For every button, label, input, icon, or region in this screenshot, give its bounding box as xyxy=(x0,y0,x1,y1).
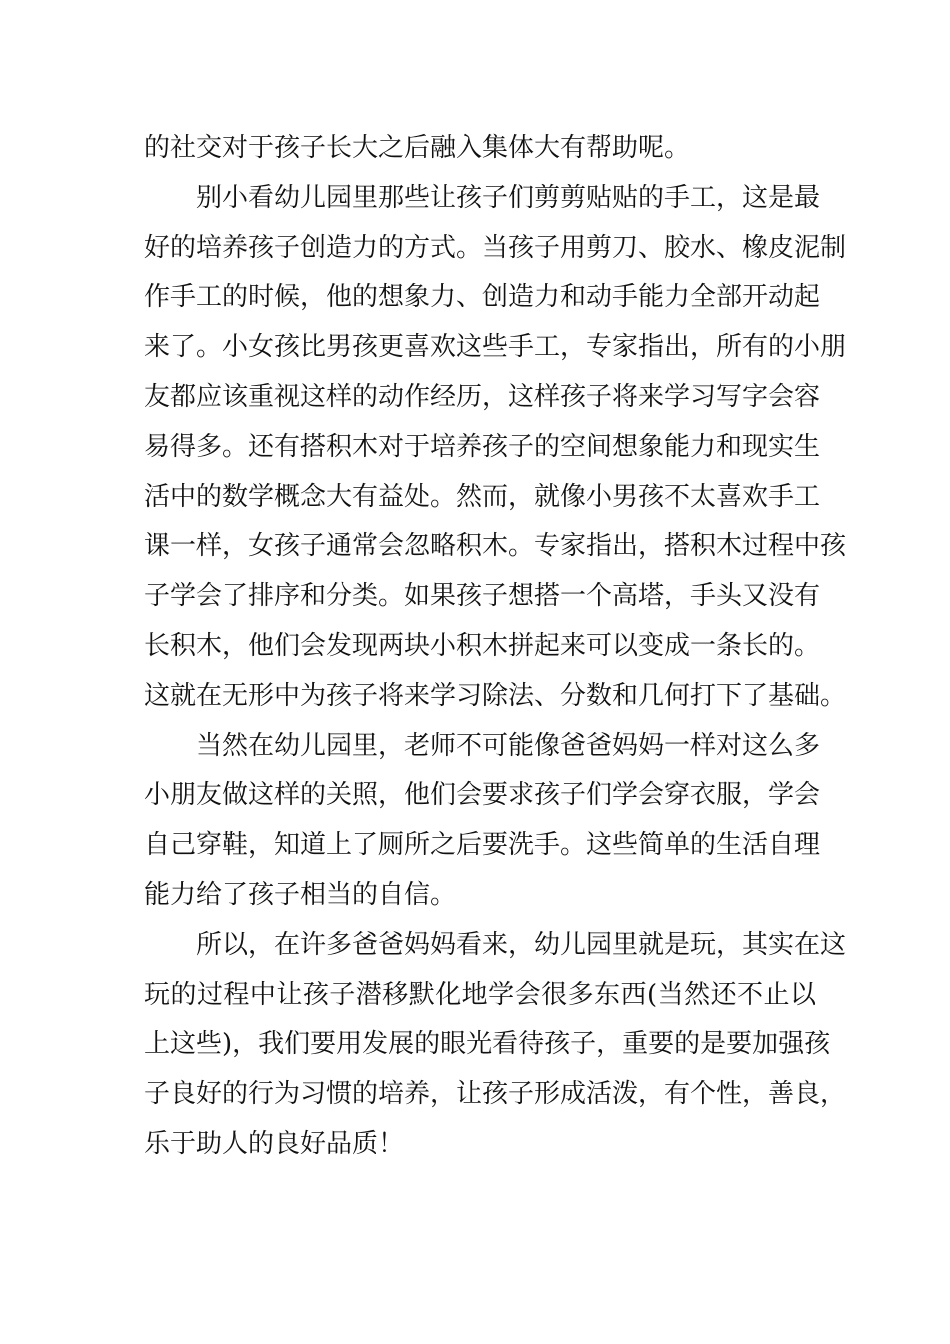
paragraph-line: 子良好的行为习惯的培养，让孩子形成活泼，有个性，善良， xyxy=(144,1079,847,1110)
paragraph-line: 别小看幼儿园里那些让孩子们剪剪贴贴的手工，这是最 xyxy=(196,182,821,213)
paragraph-line: 能力给了孩子相当的自信。 xyxy=(144,879,457,910)
paragraph-line: 来了。小女孩比男孩更喜欢这些手工，专家指出，所有的小朋 xyxy=(144,332,847,363)
paragraph-line: 活中的数学概念大有益处。然而，就像小男孩不太喜欢手工 xyxy=(144,481,821,512)
paragraph-line: 作手工的时候，他的想象力、创造力和动手能力全部开动起 xyxy=(144,282,821,313)
paragraph-line: 的社交对于孩子长大之后融入集体大有帮助呢。 xyxy=(144,133,691,163)
paragraph-line: 上这些)，我们要用发展的眼光看待孩子，重要的是要加强孩 xyxy=(144,1029,831,1060)
paragraph-line: 所以，在许多爸爸妈妈看来，幼儿园里就是玩，其实在这 xyxy=(196,929,847,960)
paragraph-line: 友都应该重视这样的动作经历，这样孩子将来学习写字会容 xyxy=(144,381,821,412)
paragraph-line: 子学会了排序和分类。如果孩子想搭一个高塔，手头又没有 xyxy=(144,581,821,612)
paragraph-line: 乐于助人的良好品质！ xyxy=(144,1128,405,1159)
paragraph-line: 易得多。还有搭积木对于培养孩子的空间想象能力和现实生 xyxy=(144,431,821,462)
paragraph-line: 玩的过程中让孩子潜移默化地学会很多东西(当然还不止以 xyxy=(144,979,816,1010)
paragraph-line: 当然在幼儿园里，老师不可能像爸爸妈妈一样对这么多 xyxy=(196,730,821,761)
paragraph-line: 课一样，女孩子通常会忽略积木。专家指出，搭积木过程中孩 xyxy=(144,531,847,562)
paragraph-line: 这就在无形中为孩子将来学习除法、分数和几何打下了基础。 xyxy=(144,680,847,711)
paragraph-line: 长积木，他们会发现两块小积木拼起来可以变成一条长的。 xyxy=(144,630,821,661)
body-text xyxy=(144,124,847,1170)
paragraph-line: 自己穿鞋，知道上了厕所之后要洗手。这些简单的生活自理 xyxy=(144,830,821,861)
paragraph-line: 好的培养孩子创造力的方式。当孩子用剪刀、胶水、橡皮泥制 xyxy=(144,232,847,263)
paragraph-line: 小朋友做这样的关照，他们会要求孩子们学会穿衣服，学会 xyxy=(144,780,821,811)
